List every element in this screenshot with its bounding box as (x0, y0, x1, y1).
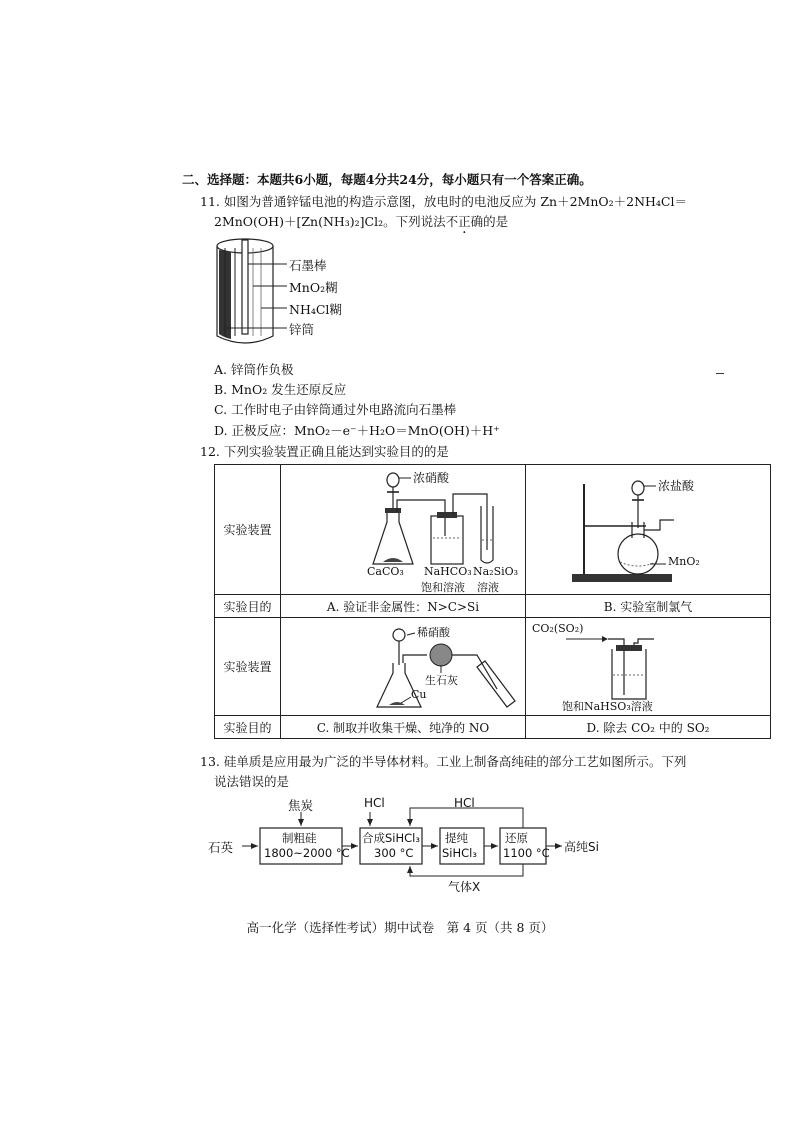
flow-coke: 焦炭 (288, 798, 314, 813)
q11-option-d: D. 正极反应：MnO₂－e⁻＋H₂O＝MnO(OH)＋H⁺ (214, 423, 500, 438)
apparatus-c-diagram (281, 619, 526, 715)
side-arm-b (644, 520, 674, 530)
stand-base-b (572, 574, 672, 582)
q11-option-c: C. 工作时电子由锌筒通过外电路流向石墨棒 (214, 402, 457, 417)
row-label-goal-2: 实验目的 (215, 716, 281, 739)
caco3-solid (383, 558, 403, 562)
wash-bottle-d (612, 649, 646, 699)
drying-tube-c (430, 644, 452, 666)
arrow-hcl-recycle (410, 808, 523, 828)
box4-line2: 1100 °C (503, 846, 550, 860)
q11-stem-line2-b: 的是 (483, 214, 509, 229)
box3-line2: SiHCl₃ (442, 846, 477, 860)
row-apparatus-1 (215, 465, 771, 595)
cell-apparatus-a (281, 465, 526, 595)
label-dilute-nitric: 稀硝酸 (417, 626, 450, 639)
q12-stem: 12. 下列实验装置正确且能达到实验目的的是 (200, 444, 449, 459)
flow-hcl-in: HCl (364, 796, 385, 810)
margin-mark (716, 373, 724, 374)
wash-bottle-stopper-a (437, 512, 457, 518)
q11-stem-line2 (214, 212, 508, 232)
q11-emphasis: 不正确 (445, 214, 484, 229)
goal-c: C. 制取并收集干燥、纯净的 NO (281, 716, 526, 739)
stopper-a (385, 508, 401, 513)
goal-d: D. 除去 CO₂ 中的 SO₂ (526, 716, 771, 739)
cell-apparatus-c (281, 618, 526, 716)
box1-line2: 1800~2000 °C (264, 846, 350, 860)
box1-line1: 制粗硅 (282, 831, 317, 845)
row-goal-1 (215, 595, 771, 618)
row-label-goal-1: 实验目的 (215, 595, 281, 618)
q11-option-a: A. 锌筒作负极 (214, 362, 294, 377)
leader-dilute-nitric (407, 633, 415, 635)
sep-funnel-a (387, 473, 399, 487)
goal-a: A. 验证非金属性：N>C>Si (281, 595, 526, 618)
cell-apparatus-d (526, 618, 771, 716)
label-nh4cl-paste: NH₄Cl糊 (289, 302, 342, 317)
label-conc-hcl: 浓盐酸 (658, 479, 695, 493)
tube-a2 (453, 494, 487, 550)
label-saturated-solution: 饱和溶液 (421, 581, 465, 594)
q13-stem-line1: 13. 硅单质是应用最为广泛的半导体材料。工业上制备高纯硅的部分工艺如图所示。下列 (200, 754, 687, 769)
label-solution: 溶液 (477, 581, 499, 594)
flow-output: 高纯Si (564, 840, 599, 854)
arrow-head-d (602, 636, 608, 642)
zinc-manganese-battery-diagram (205, 236, 385, 356)
graphite-rod (242, 240, 248, 334)
row-label-apparatus: 实验装置 (215, 465, 281, 595)
label-graphite-rod: 石墨棒 (289, 258, 327, 273)
q13-stem-line2: 说法错误的是 (214, 774, 290, 789)
box2-line1: 合成SiHCl₃ (362, 831, 420, 845)
box2-line2: 300 °C (374, 846, 414, 860)
label-mno2-paste: MnO₂糊 (289, 280, 338, 295)
q11-stem-line1: 11. 如图为普通锌锰电池的构造示意图，放电时的电池反应为 Zn＋2MnO₂＋2NH₄Cl＝ (200, 194, 687, 209)
tube-c1 (403, 655, 427, 663)
q11-option-b: B. MnO₂ 发生还原反应 (214, 382, 347, 397)
label-quicklime: 生石灰 (425, 674, 458, 687)
arrow-gas-x (410, 864, 523, 876)
q12-table (214, 464, 771, 739)
apparatus-b-diagram (526, 466, 771, 594)
label-cu: Cu (411, 688, 427, 701)
section-header: 二、选择题：本题共6小题，每题4分共24分，每小题只有一个答案正确。 (182, 172, 592, 187)
flow-gas-x: 气体X (448, 880, 481, 894)
round-flask-b (618, 534, 658, 574)
sep-funnel-c (393, 629, 405, 641)
flow-quartz: 石英 (208, 840, 234, 855)
row-goal-2 (215, 716, 771, 739)
conical-flask-a (373, 510, 413, 564)
leader-cu (401, 697, 411, 703)
box3-line1: 提纯 (445, 831, 468, 845)
label-na2sio3: Na₂SiO₃ (473, 565, 519, 578)
label-mno2-b: MnO₂ (668, 555, 700, 568)
sep-funnel-b (632, 481, 644, 495)
label-gas-d: CO₂(SO₂) (532, 622, 584, 635)
cell-apparatus-b (526, 465, 771, 595)
wash-bottle-a (431, 516, 463, 564)
collect-tube-c (477, 661, 515, 707)
flow-hcl-recycle: HCl (454, 796, 475, 810)
paste-layers (253, 248, 261, 336)
row-label-apparatus-2: 实验装置 (215, 618, 281, 716)
row-apparatus-2 (215, 618, 771, 716)
q11-stem-line2-a: 2MnO(OH)＋[Zn(NH₃)₂]Cl₂。下列说法 (214, 214, 446, 229)
goal-b: B. 实验室制氯气 (526, 595, 771, 618)
label-zinc-can: 锌筒 (289, 322, 315, 337)
label-nahso3: 饱和NaHSO₃溶液 (562, 700, 653, 713)
label-caco3: CaCO₃ (367, 565, 404, 578)
label-nahco3: NaHCO₃ (424, 565, 472, 578)
stopper-d (616, 645, 642, 651)
page-footer: 高一化学（选择性考试）期中试卷 第 4 页（共 8 页） (246, 920, 554, 935)
label-conc-nitric-acid: 浓硝酸 (413, 471, 450, 485)
box4-line1: 还原 (505, 831, 528, 845)
